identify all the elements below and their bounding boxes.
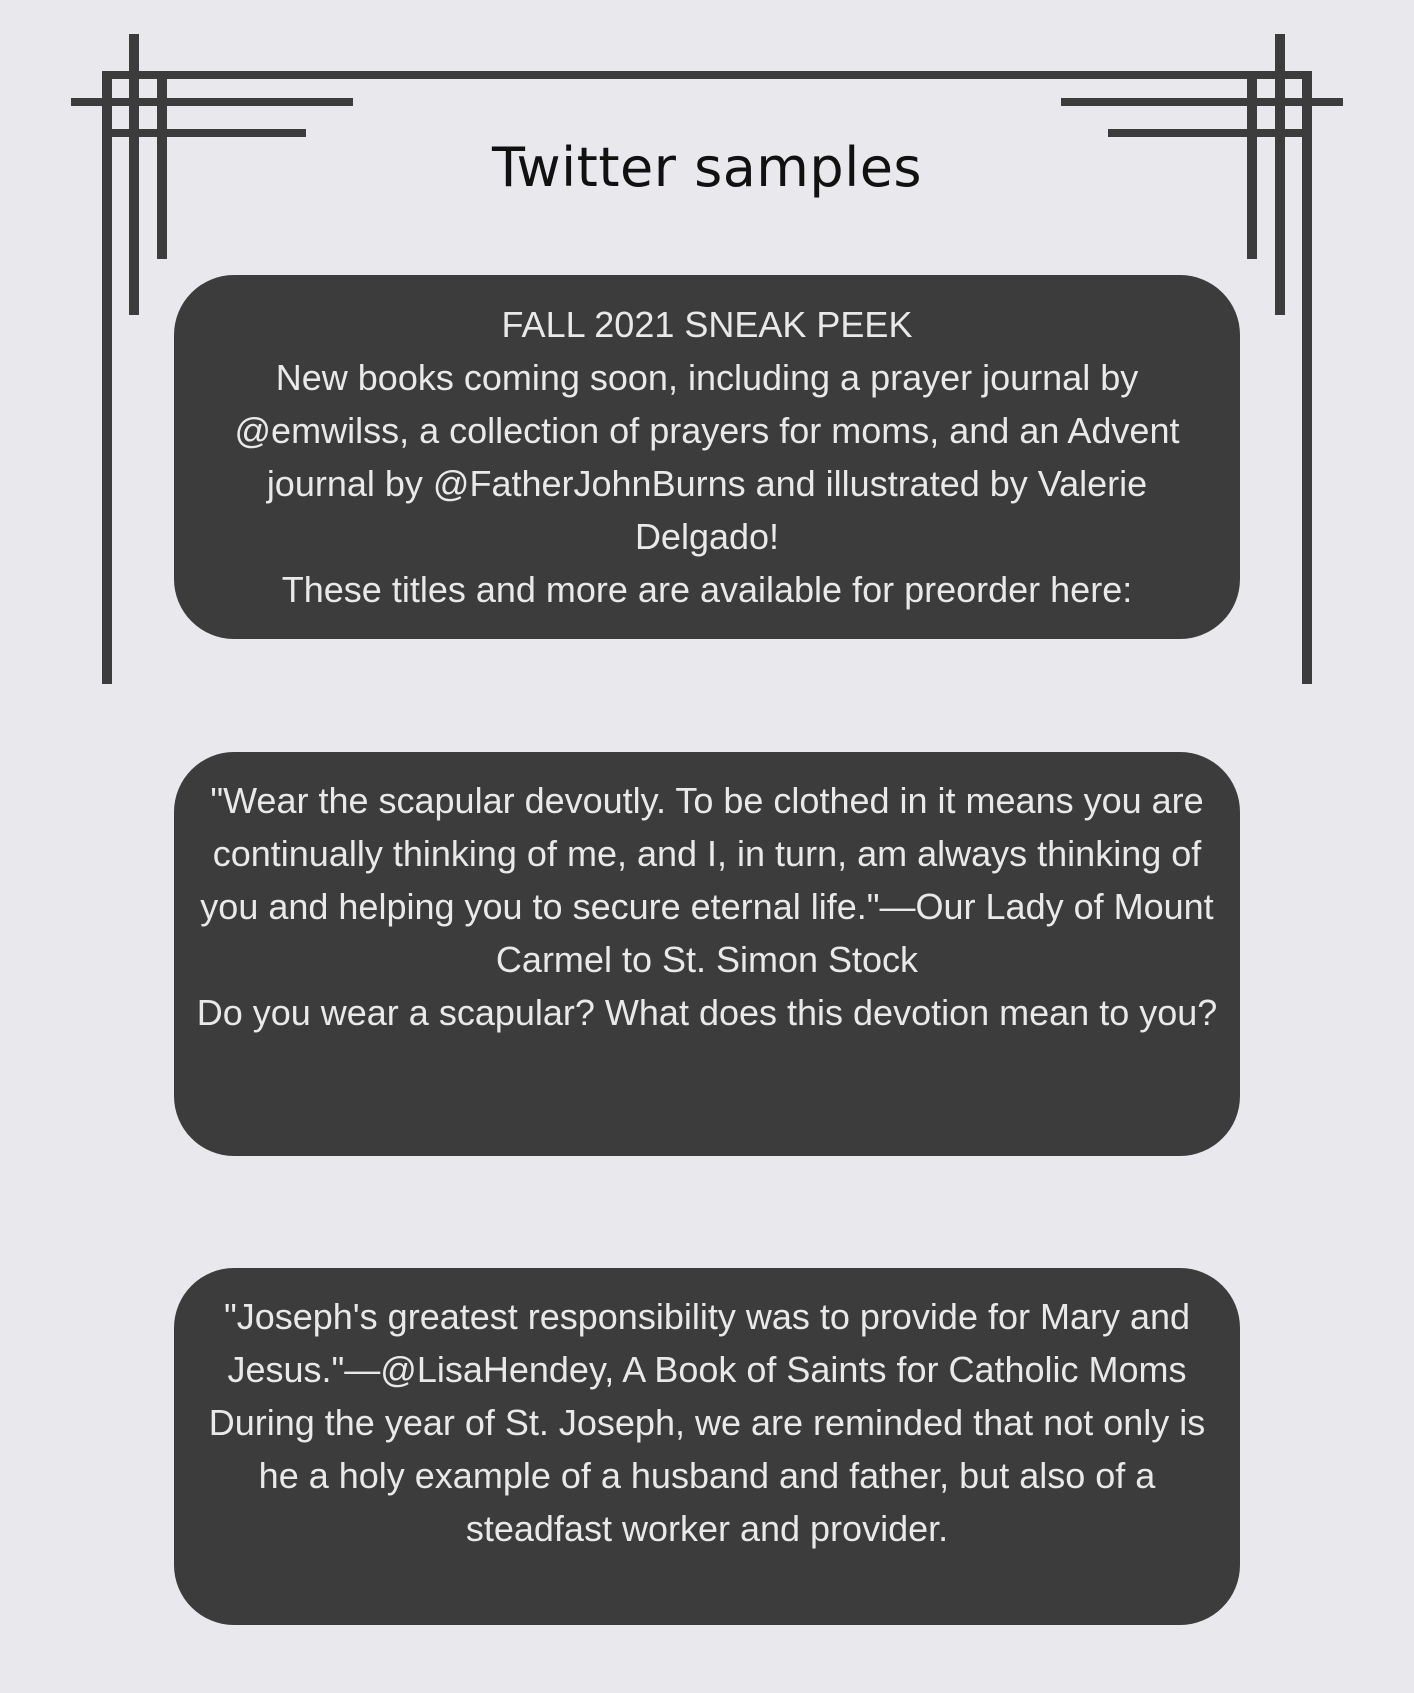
frame-right-hline-2 [1061, 98, 1343, 106]
tweet-line: Do you wear a scapular? What does this devotion mean to you? [196, 992, 1218, 1033]
tweet-line: During the year of St. Joseph, we are reminded that not only is he a holy example of a husband and father, but also of a steadfast worker and provider. [208, 1402, 1206, 1549]
tweet-line: These titles and more are available for preorder here: [281, 569, 1133, 610]
tweet-line: New books coming soon, including a prayer journal by @emwilss, a collection of prayers for moms, and an Advent journal by @FatherJohnBurns and illustrated by Valerie Delgado! [234, 357, 1180, 557]
tweet-card-scapular [174, 752, 1240, 1156]
tweet-line: "Joseph's greatest responsibility was to provide for Mary and Jesus."—@LisaHendey, A Book of Saints for Catholic Moms [223, 1296, 1191, 1390]
tweet-card-st-joseph [174, 1268, 1240, 1625]
tweet-line: "Wear the scapular devoutly. To be clothed in it means you are continually thinking of me, and I, in turn, am always thinking of you and helping you to secure eternal life."—Our Lady of Mount Carmel to St. Simon Stock [200, 780, 1214, 980]
frame-top-line [102, 71, 1312, 79]
tweet-card-fall-2021 [174, 275, 1240, 639]
frame-left-hline-2 [71, 98, 353, 106]
page-title: Twitter samples [491, 136, 923, 199]
tweet-line: FALL 2021 SNEAK PEEK [501, 304, 913, 345]
